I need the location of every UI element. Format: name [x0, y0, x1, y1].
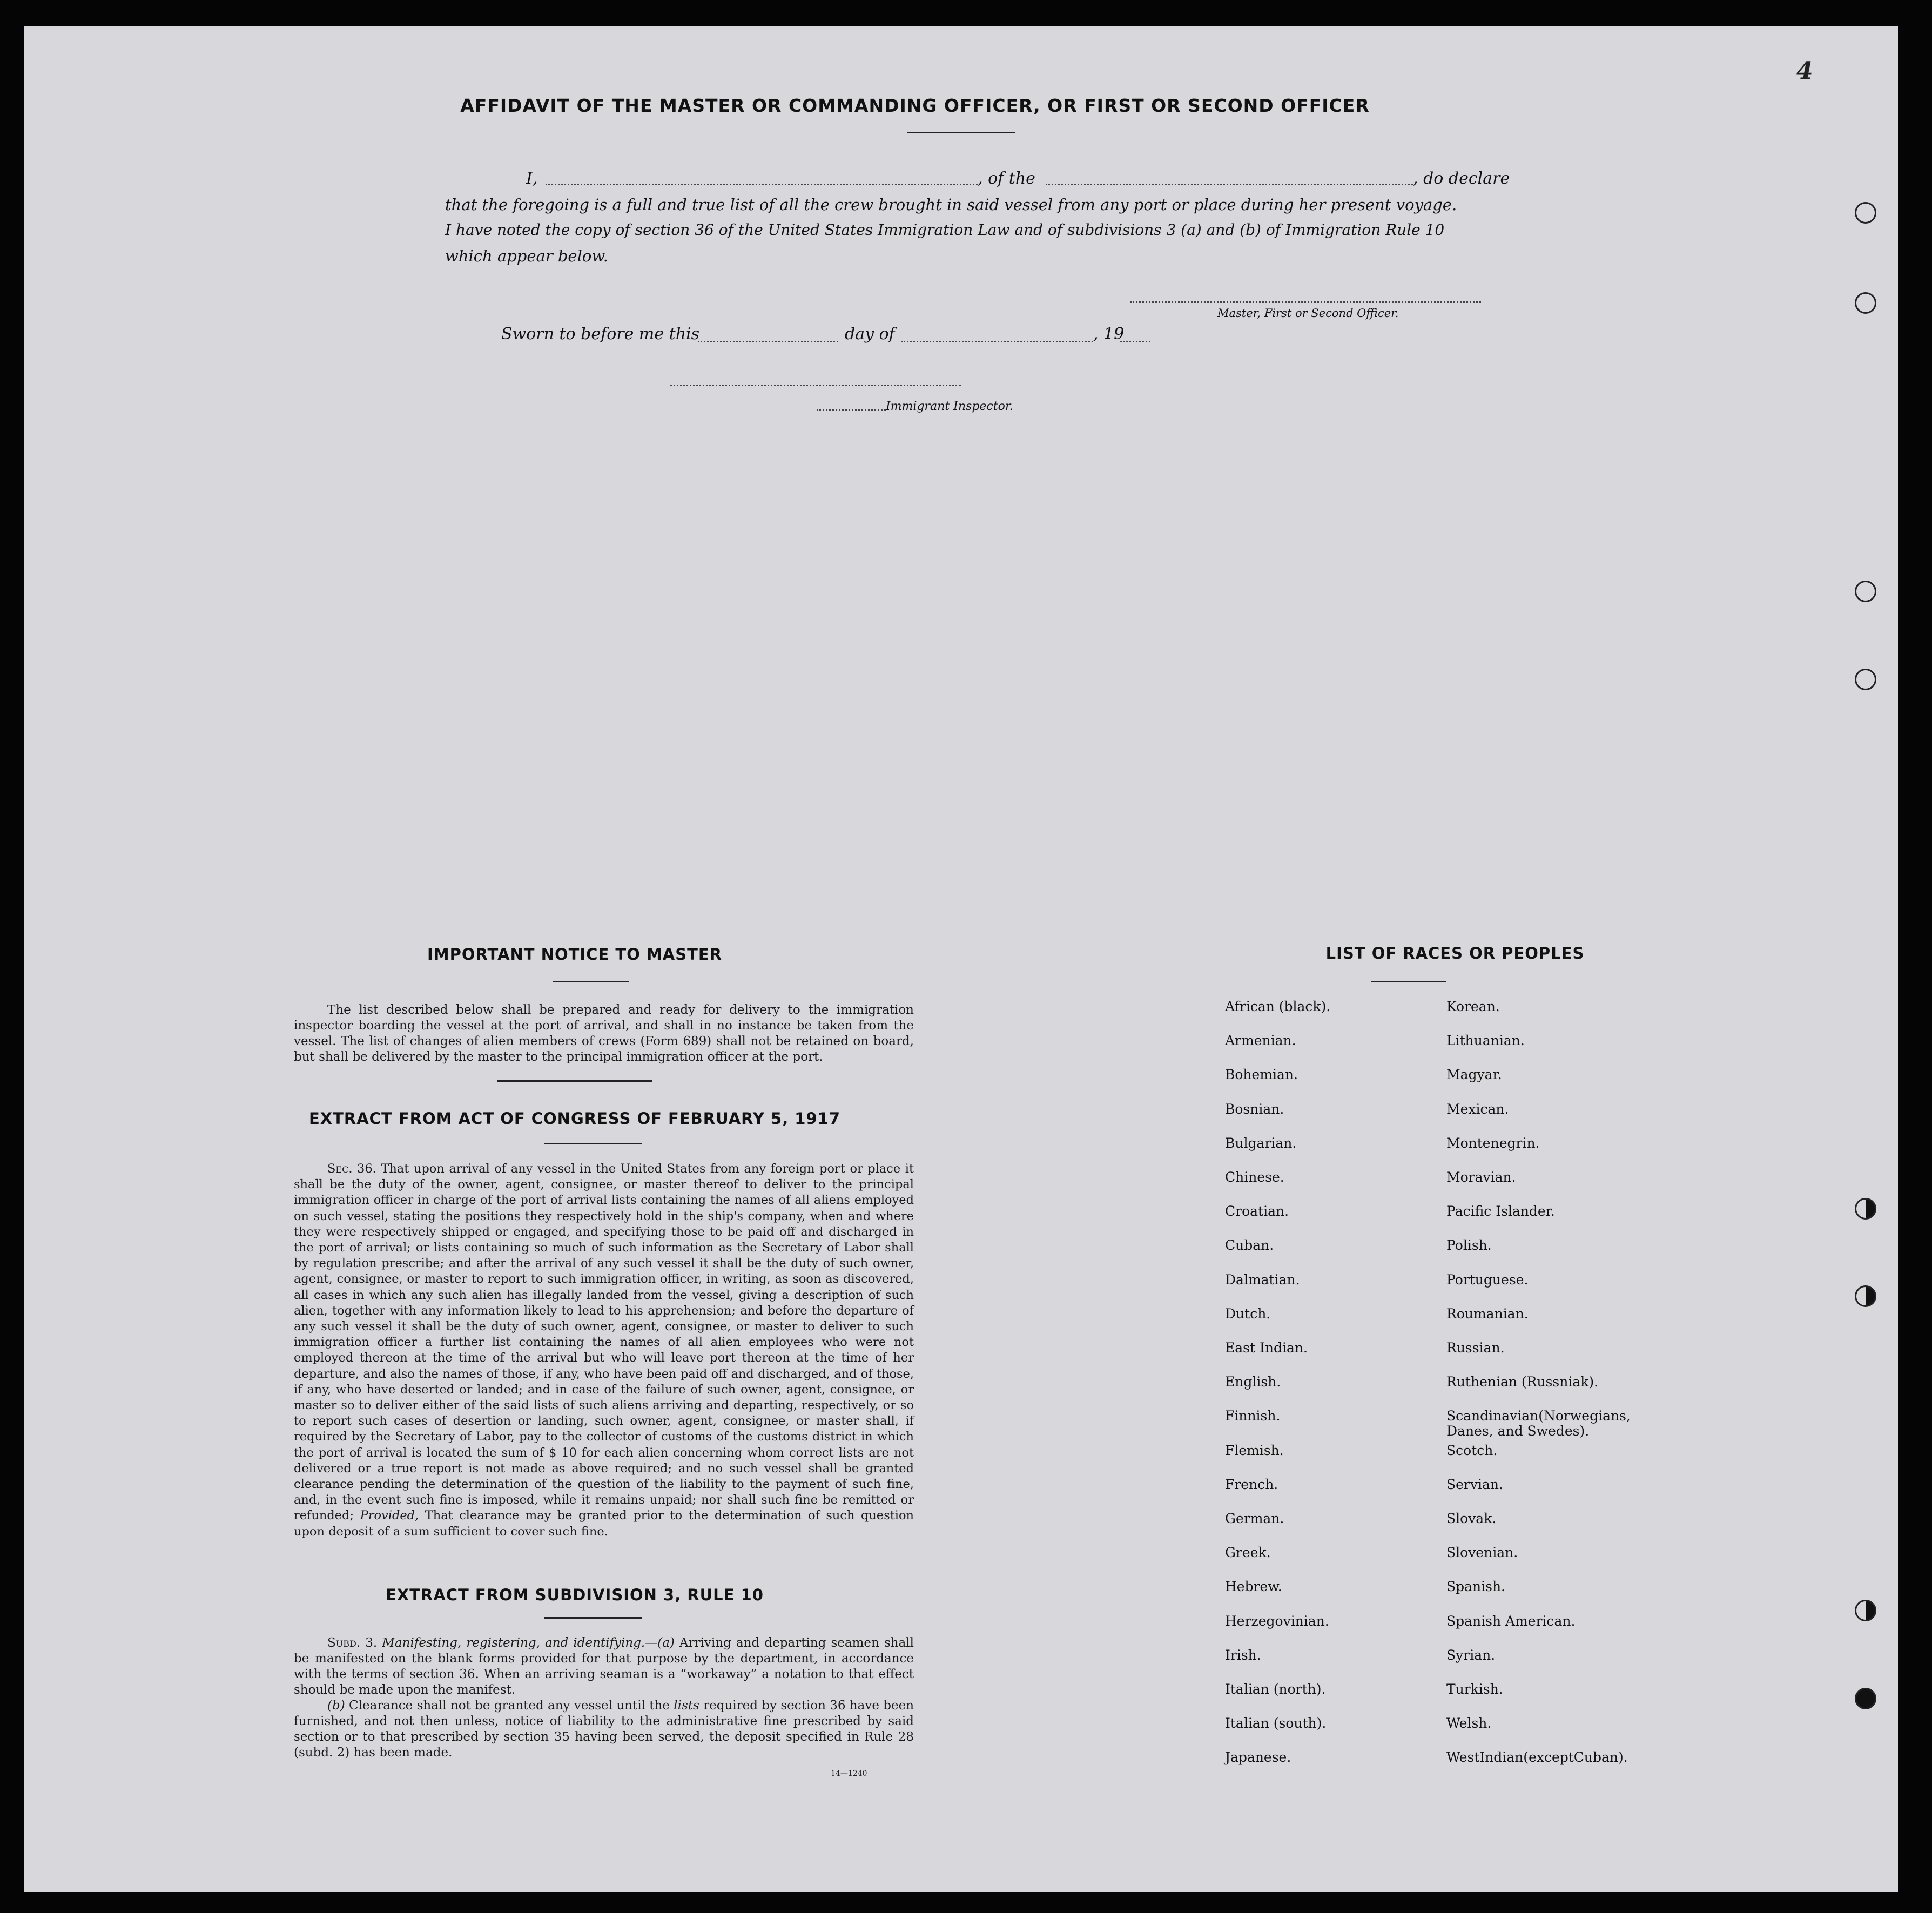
race-item: Slovak.: [1446, 1511, 1497, 1526]
sworn-day-label: day of: [845, 325, 895, 343]
divider: [544, 1143, 642, 1144]
race-item: Roumanian.: [1446, 1305, 1529, 1322]
race-item: Moravian.: [1446, 1169, 1516, 1185]
affidavit-line-2: that the foregoing is a full and true list of all the crew brought in said vessel from any port or place during her present voyage.: [445, 196, 1457, 214]
race-item: German.: [1225, 1511, 1284, 1526]
divider: [1371, 981, 1446, 982]
rule-b-text-2: required by section 36 have been furnished, and not then unless, notice of liability to the administrative fine prescribed by said section or to that prescribed by section 35 having been served, the deposit specified in Rule 28 (subd. 2) has been made.: [294, 1699, 914, 1760]
act-text: That upon arrival of any vessel in the United States from any foreign port or place it shall be the duty of the owner, agent, consignee, or master thereof to deliver to the principal immigration officer in charge of the port of arrival lists containing the names of all aliens employed on such vessel, stating the positions they respectively hold in the ship's company, when and where they were respectively shipped or engaged, and specifying those to be paid off and discharged in the port of arrival; or lists containing so much of such information as the Secretary of Labor shall by regulation prescribe; and after the arrival of any such vessel it shall be the duty of such owner, agent, consignee, or master to report to such immigration officer, in writing, as soon as discovered, all cases in which any such alien has illegally landed from the vessel, giving a description of such alien, together with any information likely to lead to his apprehension; and before the departure of any such vessel it shall be the duty of such owner, agent, consignee, or master to deliver to such immigration officer a further list containing the names of all alien employees who were not employed thereon at the time of the arrival but who will leave port thereon at the time of her departure, and also the names of those, if any, who have been paid off and discharged, and of those, if any, who have deserted or landed; and in case of the failure of such owner, agent, consignee, or master so to deliver either of the said lists of such aliens arriving and departing, respectively, or so to report such cases of desertion or landing, such owner, agent, consignee, or master shall, if required by the Secretary of Labor, pay to the collector of customs of the customs district in which the port of arrival is located the sum of $ 10 for each alien concerning whom correct lists are not delivered or a true report is not made as above required; and no such vessel shall be granted clearance pending the determination of the question of the liability to the payment of such fine, and, in the event such fine is imposed, while it remains unpaid; nor shall such fine be remitted or refunded;: [294, 1162, 914, 1523]
affidavit-do-declare: , do declare: [1413, 169, 1510, 188]
race-item: Spanish.: [1446, 1579, 1506, 1595]
act-body: [294, 1161, 914, 1540]
sworn-day-blank: [698, 341, 838, 342]
binder-hole-icon: [1855, 202, 1876, 224]
race-item: Ruthenian (Russniak).: [1446, 1374, 1599, 1390]
race-item: Portuguese.: [1446, 1271, 1529, 1288]
binder-hole-icon: [1855, 292, 1876, 314]
race-item: Flemish.: [1225, 1442, 1284, 1458]
notice-title: IMPORTANT NOTICE TO MASTER: [427, 945, 723, 964]
rule-subd-b: [294, 1698, 914, 1761]
affidavit-title: AFFIDAVIT OF THE MASTER OR COMMANDING OFFICER, OR FIRST OR SECOND OFFICER: [460, 95, 1370, 116]
race-item: Mexican.: [1446, 1101, 1509, 1117]
race-item: Magyar.: [1446, 1067, 1502, 1083]
act-text-after: That clearance may be granted prior to the determination of such question upon deposit of a sum sufficient to cover such fine.: [294, 1508, 914, 1539]
race-item: Korean.: [1446, 999, 1500, 1014]
race-item: Finnish.: [1225, 1408, 1281, 1424]
race-item: Italian (south).: [1225, 1715, 1327, 1732]
race-item: Chinese.: [1225, 1169, 1284, 1185]
race-item: Russian.: [1446, 1340, 1505, 1356]
binder-hole-icon: [1855, 1688, 1876, 1709]
signature-caption: Master, First or Second Officer.: [1217, 307, 1399, 320]
race-item: Syrian.: [1446, 1647, 1496, 1663]
race-item: Scotch.: [1446, 1442, 1498, 1458]
sworn-month-blank: [901, 341, 1093, 342]
race-item: Bulgarian.: [1225, 1135, 1297, 1151]
rule-subd-a: [294, 1635, 914, 1698]
race-item: Hebrew.: [1225, 1579, 1282, 1595]
binder-hole-icon: [1855, 1285, 1876, 1307]
binder-hole-icon: [1855, 1600, 1876, 1621]
race-item: Scandinavian(Norwegians, Danes, and Swedes).: [1446, 1408, 1631, 1439]
affidavit-line-3: I have noted the copy of section 36 of the United States Immigration Law and of subdivisions 3 (a) and (b) of Immigration Rule 10: [445, 221, 1445, 239]
race-item: Bohemian.: [1225, 1067, 1298, 1083]
divider: [907, 132, 1015, 133]
divider: [553, 981, 629, 982]
inspector-short-line: [817, 409, 886, 411]
binder-hole-icon: [1855, 581, 1876, 602]
affidavit-of-the: , of the: [978, 169, 1035, 188]
document-page: [24, 26, 1898, 1892]
race-item: Cuban.: [1225, 1237, 1274, 1254]
race-item: Italian (north).: [1225, 1681, 1326, 1697]
rule-b-text-1: Clearance shall not be granted any vessel until the: [349, 1699, 670, 1713]
binder-hole-icon: [1855, 669, 1876, 690]
race-item: Montenegrin.: [1446, 1135, 1540, 1151]
name-blank: [546, 184, 978, 185]
affidavit-i: I,: [526, 169, 538, 188]
race-item: Slovenian.: [1446, 1545, 1518, 1561]
act-title: EXTRACT FROM ACT OF CONGRESS OF FEBRUARY 5, 1917: [308, 1109, 841, 1128]
divider: [544, 1617, 642, 1619]
race-item: Dutch.: [1225, 1305, 1271, 1322]
signature-line: [1130, 301, 1481, 303]
inspector-caption: Immigrant Inspector.: [886, 400, 1013, 413]
race-item: Polish.: [1446, 1237, 1492, 1254]
divider: [497, 1080, 652, 1082]
act-sec-label: Sec. 36.: [327, 1162, 376, 1176]
race-item: African (black).: [1225, 999, 1331, 1014]
race-item: Greek.: [1225, 1545, 1271, 1561]
race-item: Herzegovinian.: [1225, 1613, 1329, 1629]
race-item: Servian.: [1446, 1476, 1503, 1492]
sworn-prefix: Sworn to before me this: [501, 325, 700, 343]
sworn-year-blank: [1120, 341, 1150, 342]
race-item: East Indian.: [1225, 1340, 1308, 1356]
form-number: 14—1240: [831, 1769, 867, 1778]
vessel-blank: [1046, 184, 1413, 185]
race-item: Lithuanian.: [1446, 1033, 1525, 1049]
notice-text: The list described below shall be prepared and ready for delivery to the immigration inspector boarding the vessel at the port of arrival, and shall in no instance be taken from the vessel. The list of changes of alien members of crews (Form 689) shall not be retained on board, but shall be delivered by the master to the principal immigration officer at the port.: [294, 1003, 914, 1064]
binder-hole-icon: [1855, 1198, 1876, 1220]
rule-subd-a-text: Arriving and departing seamen shall be manifested on the blank forms provided for that purpose by the department, in accordance with the terms of section 36. When an arriving seaman is a “workaway” a notation to that effect should be made upon the manifest.: [294, 1636, 914, 1697]
race-item: Dalmatian.: [1225, 1271, 1300, 1288]
races-title: LIST OF RACES OR PEOPLES: [1325, 944, 1585, 962]
page-number: 4: [1796, 57, 1813, 85]
rule-title: EXTRACT FROM SUBDIVISION 3, RULE 10: [386, 1586, 764, 1604]
sworn-year-label: , 19: [1093, 325, 1125, 343]
race-item: French.: [1225, 1476, 1278, 1492]
notice-body: [294, 1002, 914, 1065]
rule-subd-heading: Manifesting, registering, and identifying.—(a): [382, 1636, 675, 1650]
race-item: Welsh.: [1446, 1715, 1492, 1732]
race-item: Turkish.: [1446, 1681, 1503, 1697]
race-item: Irish.: [1225, 1647, 1261, 1663]
rule-b-label: (b): [327, 1699, 345, 1713]
rule-b-lists: lists: [674, 1699, 699, 1713]
rule-subd-label: Subd. 3.: [327, 1636, 378, 1650]
act-provided: Provided,: [360, 1508, 419, 1523]
race-item: Spanish American.: [1446, 1613, 1576, 1629]
race-item: Pacific Islander.: [1446, 1203, 1555, 1220]
race-item: Japanese.: [1225, 1749, 1291, 1766]
race-item: English.: [1225, 1374, 1281, 1390]
affidavit-line-4: which appear below.: [445, 247, 608, 265]
race-item: WestIndian(exceptCuban).: [1446, 1749, 1628, 1766]
race-item: Bosnian.: [1225, 1101, 1284, 1117]
race-item: Croatian.: [1225, 1203, 1289, 1220]
inspector-signature-line: [670, 385, 961, 386]
race-item: Armenian.: [1225, 1033, 1296, 1049]
